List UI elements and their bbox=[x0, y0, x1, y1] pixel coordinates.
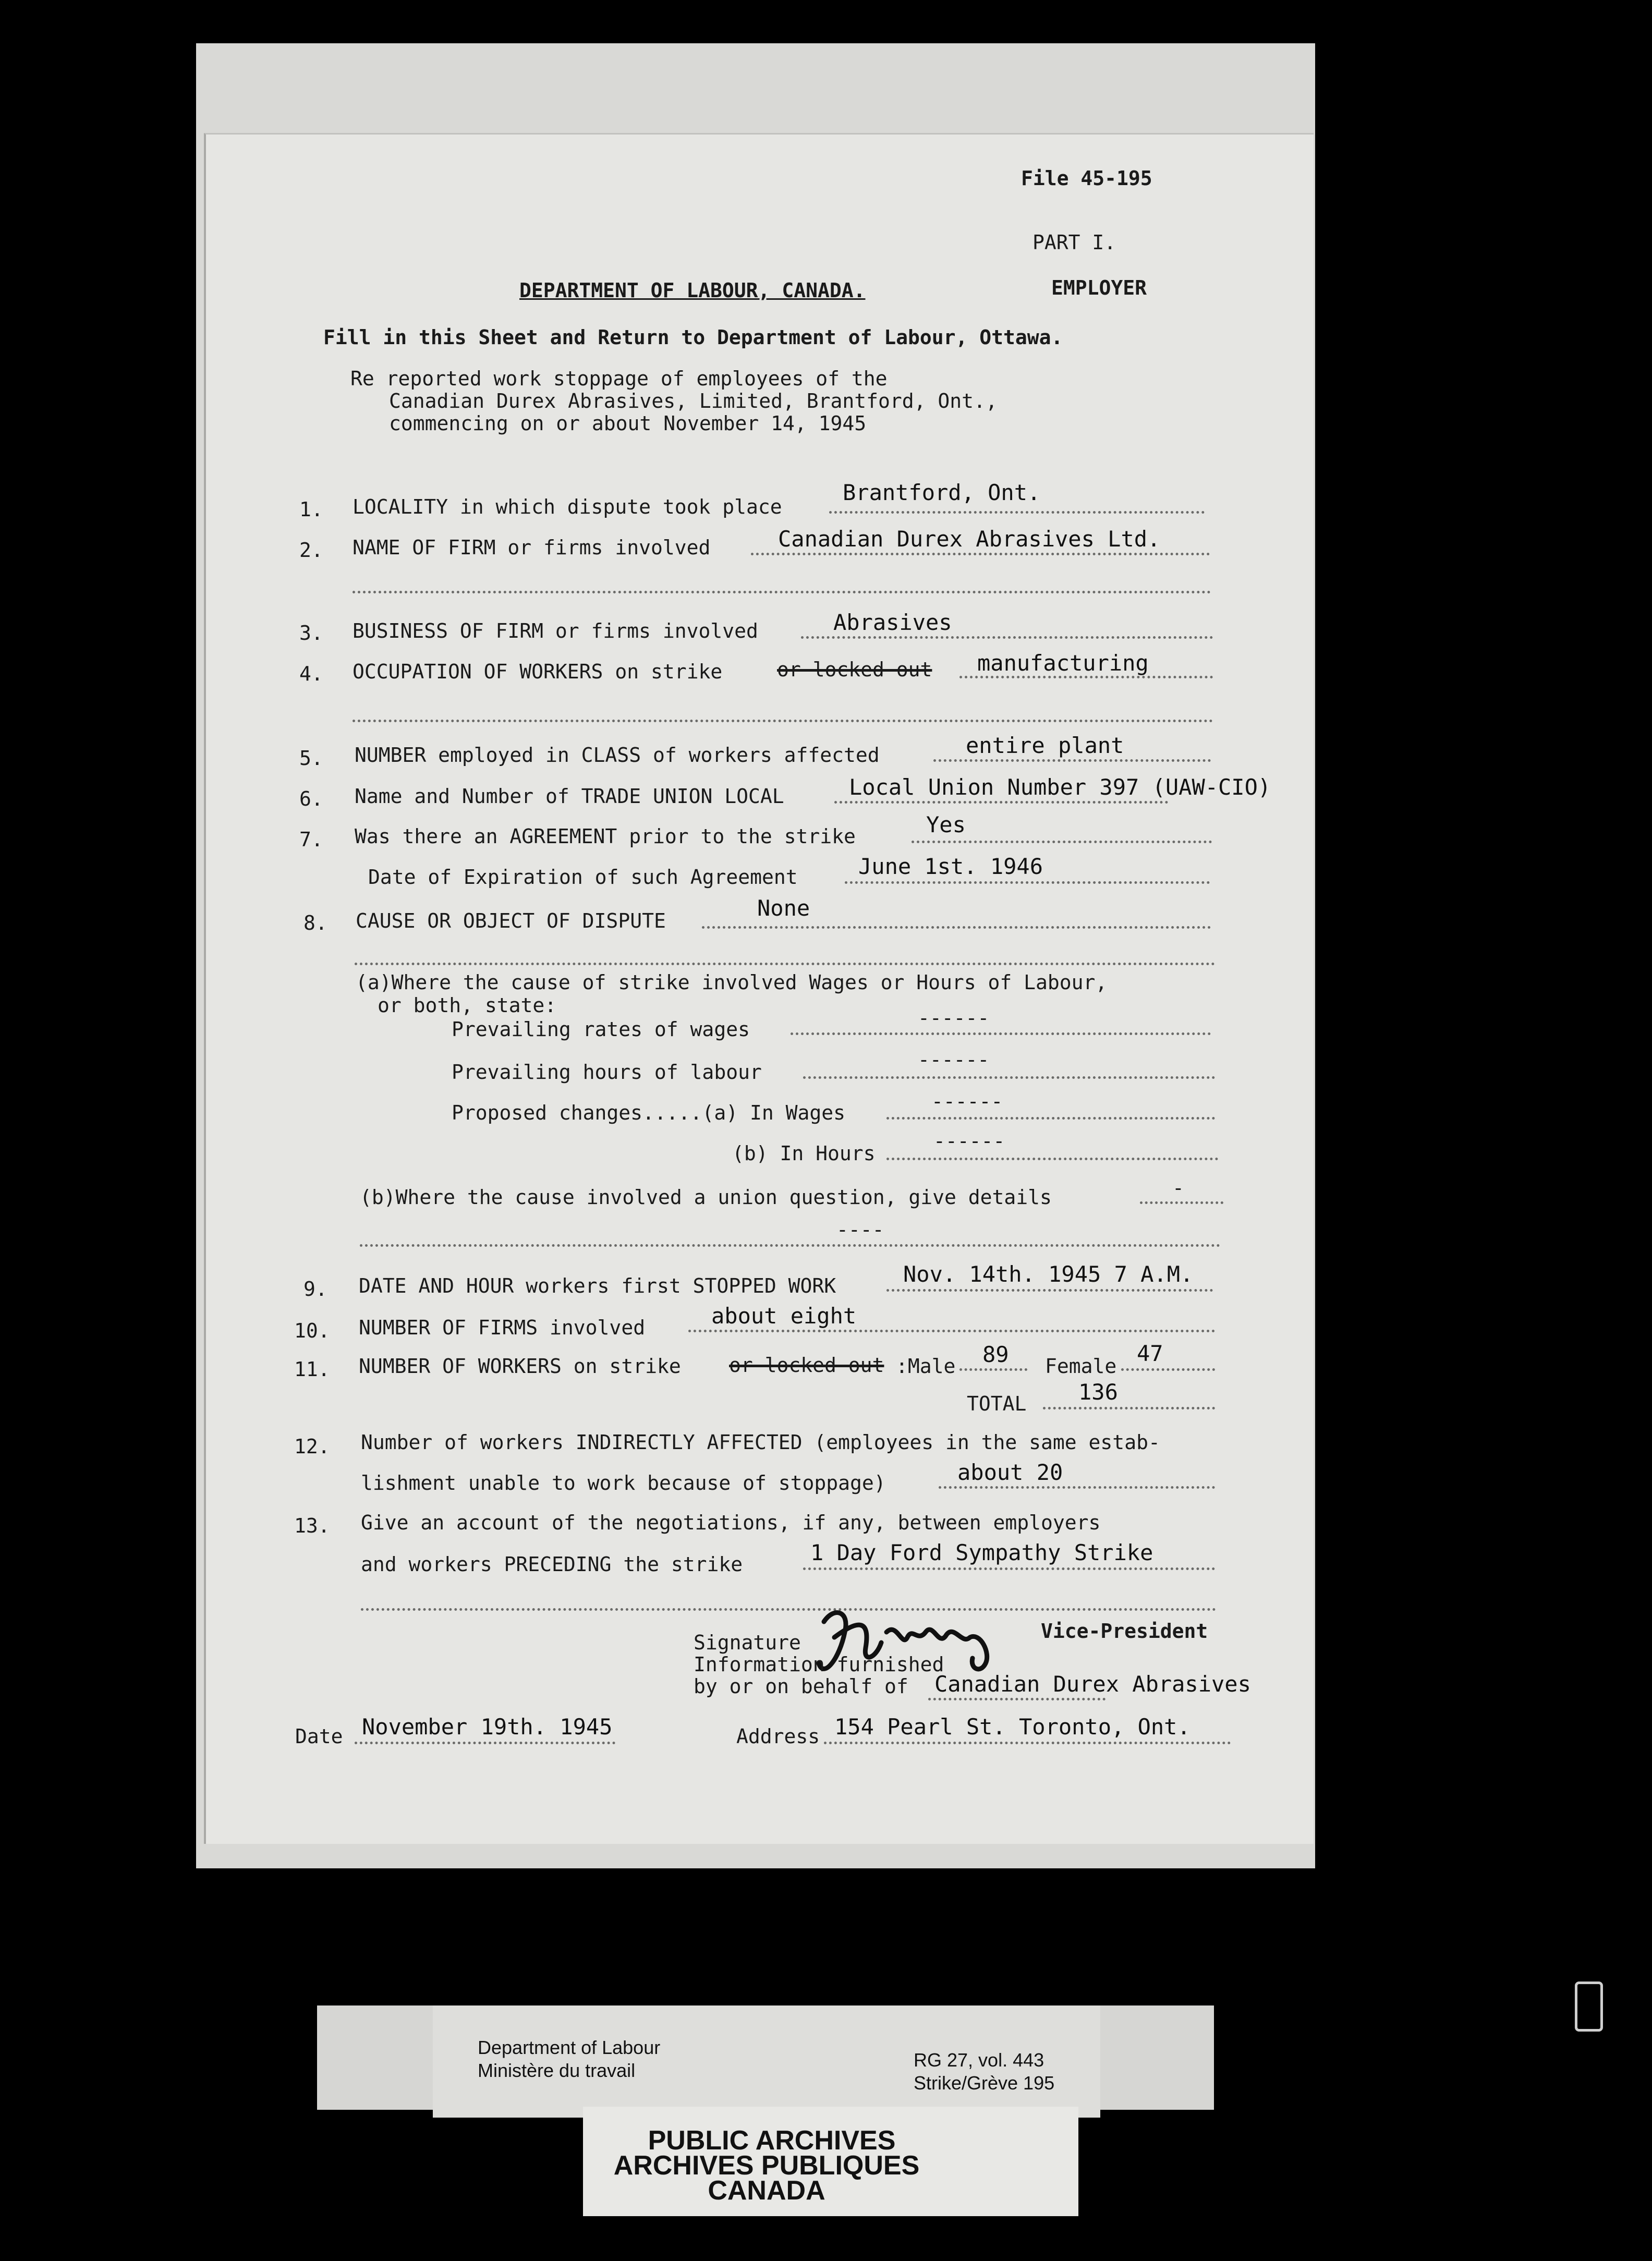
expiration-label: Date of Expiration of such Agreement bbox=[368, 866, 798, 889]
item-number: 13. bbox=[294, 1514, 330, 1537]
item-number: 12. bbox=[294, 1435, 330, 1458]
fill-line bbox=[801, 636, 1213, 639]
indirect-line-2: lishment unable to work because of stoppage) bbox=[361, 1472, 886, 1494]
fill-line bbox=[1121, 1368, 1215, 1371]
film-frame-mark bbox=[1575, 1982, 1603, 2032]
dept-fr: Ministère du travail bbox=[478, 2060, 636, 2081]
agreement-value: Yes bbox=[926, 812, 966, 837]
dash-value: ------ bbox=[933, 1129, 1005, 1152]
dash-value: ---- bbox=[836, 1218, 884, 1241]
item-number: 10. bbox=[294, 1319, 330, 1342]
fill-line bbox=[353, 720, 1213, 722]
employer-label: EMPLOYER bbox=[1051, 276, 1147, 299]
item-number: 7. bbox=[299, 828, 323, 851]
item-number: 11. bbox=[294, 1358, 330, 1381]
fill-line bbox=[751, 553, 1210, 555]
file-number: File 45-195 bbox=[1021, 167, 1152, 190]
business-label: BUSINESS OF FIRM or firms involved bbox=[353, 619, 758, 642]
fill-line bbox=[886, 1289, 1213, 1292]
info-line-2: by or on behalf of bbox=[694, 1675, 908, 1698]
business-value: Abrasives bbox=[833, 610, 952, 635]
female-label: Female bbox=[1045, 1355, 1117, 1378]
dash-value: ------ bbox=[918, 1006, 990, 1029]
item-number: 1. bbox=[299, 498, 323, 521]
struck-text: or locked out bbox=[729, 1354, 884, 1377]
record-group: RG 27, vol. 443 bbox=[914, 2049, 1044, 2071]
number-firms-value: about eight bbox=[711, 1303, 857, 1329]
address-label: Address bbox=[736, 1725, 820, 1748]
signature-label: Signature bbox=[694, 1631, 801, 1654]
item-number: 2. bbox=[299, 539, 323, 562]
fill-line bbox=[928, 1698, 1106, 1700]
archives-stamp-line-3: CANADA bbox=[708, 2175, 825, 2206]
locality-label: LOCALITY in which dispute took place bbox=[353, 495, 782, 518]
date-hour-value: Nov. 14th. 1945 7 A.M. bbox=[903, 1261, 1194, 1287]
fill-line bbox=[933, 759, 1211, 762]
union-value: Local Union Number 397 (UAW-CIO) bbox=[849, 774, 1271, 800]
indirect-line-1: Number of workers INDIRECTLY AFFECTED (employees in the same estab- bbox=[361, 1431, 1160, 1454]
fill-line bbox=[355, 1742, 615, 1744]
dept-en: Department of Labour bbox=[478, 2037, 661, 2058]
fill-line bbox=[1140, 1201, 1223, 1204]
re-line-3: commencing on or about November 14, 1945 bbox=[389, 412, 867, 435]
fill-line bbox=[834, 801, 1168, 804]
changes-hours-label: (b) In Hours bbox=[732, 1142, 876, 1165]
fill-line bbox=[803, 1567, 1215, 1570]
item-number: 3. bbox=[299, 622, 323, 645]
date-value: November 19th. 1945 bbox=[362, 1714, 613, 1740]
firm-furnished: Canadian Durex Abrasives bbox=[934, 1671, 1251, 1697]
info-line-1: Information furnished bbox=[694, 1653, 944, 1676]
locality-value: Brantford, Ont. bbox=[843, 480, 1041, 505]
occupation-value: manufacturing bbox=[977, 650, 1149, 676]
fill-line bbox=[829, 511, 1205, 514]
occupation-label: OCCUPATION OF WORKERS on strike bbox=[353, 660, 723, 683]
fill-line bbox=[688, 1330, 1215, 1332]
archives-stamp-line-2: ARCHIVES PUBLIQUES bbox=[613, 2150, 920, 2181]
fill-line bbox=[824, 1742, 1231, 1744]
wages-hours-line-1: (a)Where the cause of strike involved Wages or Hours of Labour, bbox=[356, 971, 1108, 994]
number-workers-label: NUMBER OF WORKERS on strike bbox=[359, 1355, 681, 1378]
cause-label: CAUSE OR OBJECT OF DISPUTE bbox=[356, 909, 666, 932]
instruction-line: Fill in this Sheet and Return to Department of Labour, Ottawa. bbox=[323, 326, 1063, 349]
expiration-value: June 1st. 1946 bbox=[858, 854, 1043, 879]
dash-value: ------ bbox=[931, 1090, 1003, 1113]
fill-line bbox=[702, 926, 1211, 929]
fill-line bbox=[355, 963, 1215, 965]
item-number: 4. bbox=[299, 662, 323, 685]
changes-label: Proposed changes.....(a) In Wages bbox=[452, 1101, 845, 1124]
struck-text: or locked out bbox=[777, 658, 932, 681]
re-line-1: Re reported work stoppage of employees of the bbox=[350, 367, 888, 390]
fill-line bbox=[939, 1486, 1215, 1489]
fill-line bbox=[886, 1117, 1215, 1120]
female-value: 47 bbox=[1137, 1341, 1163, 1366]
fill-line bbox=[886, 1158, 1218, 1160]
cause-value: None bbox=[757, 895, 810, 921]
date-label: Date bbox=[295, 1725, 343, 1748]
address-value: 154 Pearl St. Toronto, Ont. bbox=[834, 1714, 1191, 1740]
fill-line bbox=[803, 1076, 1215, 1079]
negotiations-line-2: and workers PRECEDING the strike bbox=[361, 1553, 743, 1576]
strike-number: Strike/Grève 195 bbox=[914, 2072, 1055, 2094]
item-number: 5. bbox=[299, 747, 323, 770]
negotiations-value: 1 Day Ford Sympathy Strike bbox=[810, 1540, 1153, 1565]
archives-stamp-line-1: PUBLIC ARCHIVES bbox=[648, 2125, 896, 2156]
signer-title: Vice-President bbox=[1041, 1620, 1208, 1643]
firm-name-label: NAME OF FIRM or firms involved bbox=[353, 536, 711, 559]
firm-name-value: Canadian Durex Abrasives Ltd. bbox=[778, 526, 1161, 552]
item-number: 8. bbox=[303, 911, 327, 934]
fill-line bbox=[845, 881, 1210, 884]
part-label: PART I. bbox=[1032, 231, 1116, 254]
item-number: 9. bbox=[303, 1278, 327, 1300]
wages-hours-line-2: or both, state: bbox=[378, 994, 557, 1017]
union-label: Name and Number of TRADE UNION LOCAL bbox=[355, 785, 784, 808]
indirect-value: about 20 bbox=[957, 1460, 1063, 1485]
agreement-label: Was there an AGREEMENT prior to the strike bbox=[355, 825, 856, 848]
total-label: TOTAL bbox=[967, 1392, 1027, 1415]
number-firms-label: NUMBER OF FIRMS involved bbox=[359, 1316, 646, 1339]
dash-value: ------ bbox=[918, 1048, 990, 1071]
male-value: 89 bbox=[982, 1342, 1009, 1367]
re-line-2: Canadian Durex Abrasives, Limited, Brantford, Ont., bbox=[389, 390, 998, 412]
fill-line bbox=[959, 676, 1213, 678]
fill-line bbox=[360, 1244, 1220, 1247]
hours-label: Prevailing hours of labour bbox=[452, 1061, 762, 1084]
dash-value: - bbox=[1172, 1176, 1184, 1199]
total-value: 136 bbox=[1078, 1379, 1118, 1405]
number-employed-label: NUMBER employed in CLASS of workers affected bbox=[355, 744, 880, 767]
fill-line bbox=[959, 1368, 1027, 1371]
department-heading: DEPARTMENT OF LABOUR, CANADA. bbox=[519, 279, 866, 302]
fill-line bbox=[912, 841, 1212, 843]
fill-line bbox=[353, 591, 1211, 593]
union-question-label: (b)Where the cause involved a union question, give details bbox=[360, 1186, 1052, 1209]
number-employed-value: entire plant bbox=[966, 733, 1124, 758]
fill-line bbox=[361, 1608, 1216, 1611]
male-label: :Male bbox=[896, 1355, 956, 1378]
negotiations-line-1: Give an account of the negotiations, if any, between employers bbox=[361, 1511, 1101, 1534]
date-hour-label: DATE AND HOUR workers first STOPPED WORK bbox=[359, 1274, 836, 1297]
rates-label: Prevailing rates of wages bbox=[452, 1018, 750, 1041]
fill-line bbox=[791, 1032, 1211, 1035]
fill-line bbox=[1043, 1407, 1215, 1409]
item-number: 6. bbox=[299, 787, 323, 810]
